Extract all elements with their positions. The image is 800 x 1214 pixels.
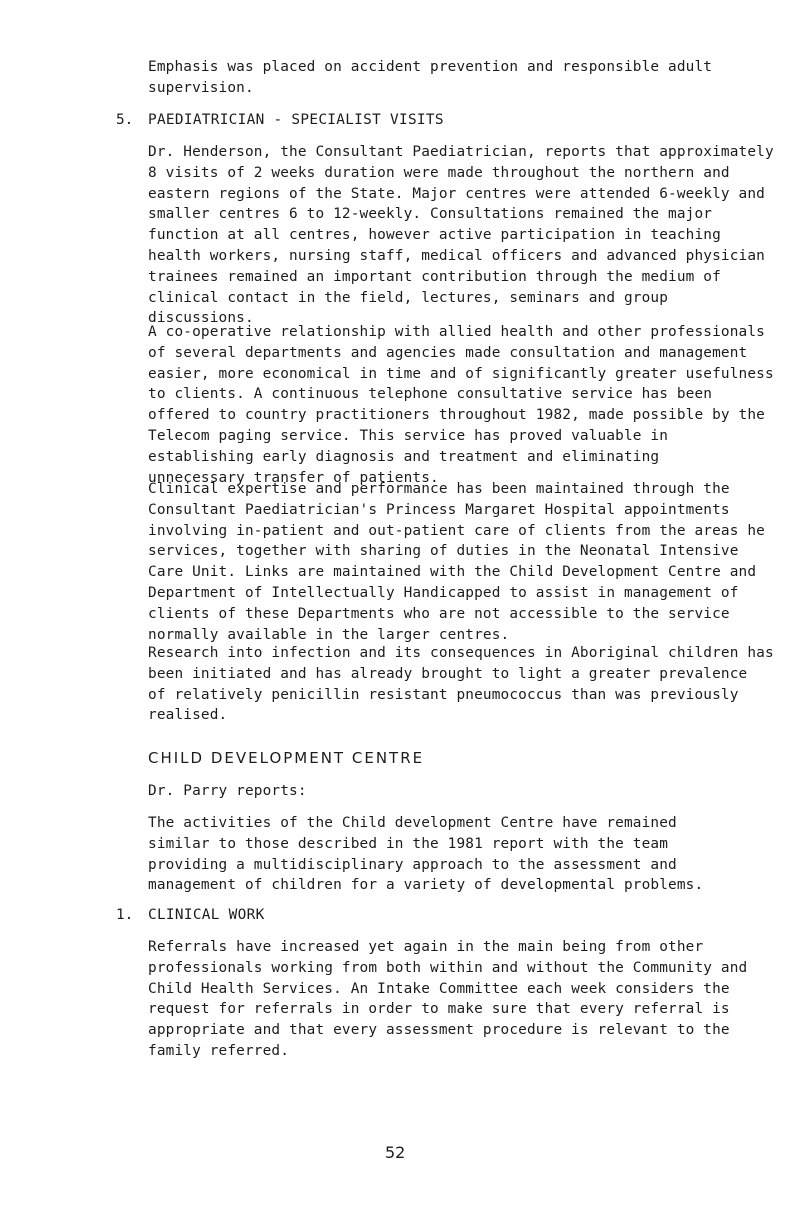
section-5-heading: PAEDIATRICIAN - SPECIALIST VISITS: [148, 112, 444, 128]
section-5-paragraph-2: A co-operative relationship with allied health and other professionals of several departments and agencies made consultation and management easier, more economical in time and of significantly greater usefulness to clients. A continuous telephone consultative service has been offered to country practitioners throughout 1982, made possible by the Telecom paging service. This service has proved valuable in establishing early diagnosis and treatment and eliminating unnecessary transfer of patients.: [148, 324, 774, 486]
cdc-heading: CHILD DEVELOPMENT CENTRE: [148, 749, 425, 767]
section-5-paragraph-1: Dr. Henderson, the Consultant Paediatrician, reports that approximately 8 visits of 2 weeks duration were made throughout the northern and eastern regions of the State. Major centres were attended 6-weekly and smaller centres 6 to 12-weekly. Consultations remained the major function at all centres, however active participation in teaching health workers, nursing staff, medical officers and advanced physician trainees remained an important contribution through the medium of clinical contact in the field, lectures, seminars and group discussions.: [148, 144, 774, 327]
section-5-paragraph-4: Research into infection and its consequences in Aboriginal children has been initiated and has already brought to light a greater prevalence of relatively penicillin resistant pneumococcus than was previously realised.: [148, 645, 774, 724]
cdc-reporter: Dr. Parry reports:: [148, 783, 307, 799]
intro-paragraph: Emphasis was placed on accident prevention and responsible adult supervision.: [148, 59, 713, 96]
section-5-paragraph-3: Clinical expertise and performance has been maintained through the Consultant Paediatrician's Princess Margaret Hospital appointments involving in-patient and out-patient care of clients from the areas he services, together with sharing of duties in the Neonatal Intensive Care Unit. Links are maintained with the Child Development Centre and Department of Intellectually Handicapped to assist in management of clients of these Departments who are not accessible to the service normally available in the larger centres.: [148, 481, 765, 643]
section-5-number: 5.: [116, 112, 134, 128]
page-number: 52: [385, 1143, 406, 1162]
clinical-work-heading: CLINICAL WORK: [148, 907, 265, 923]
clinical-work-paragraph: Referrals have increased yet again in the main being from other professionals working from both within and without the Community and Child Health Services. An Intake Committee each week considers the request for referrals in order to make sure that every referral is appropriate and that every assessment procedure is relevant to the family referred.: [148, 939, 748, 1059]
cdc-intro-paragraph: The activities of the Child development Centre have remained similar to those described in the 1981 report with the team providing a multidisciplinary approach to the assessment and management of children for a variety of developmental problems.: [148, 815, 704, 894]
clinical-work-number: 1.: [116, 907, 134, 923]
